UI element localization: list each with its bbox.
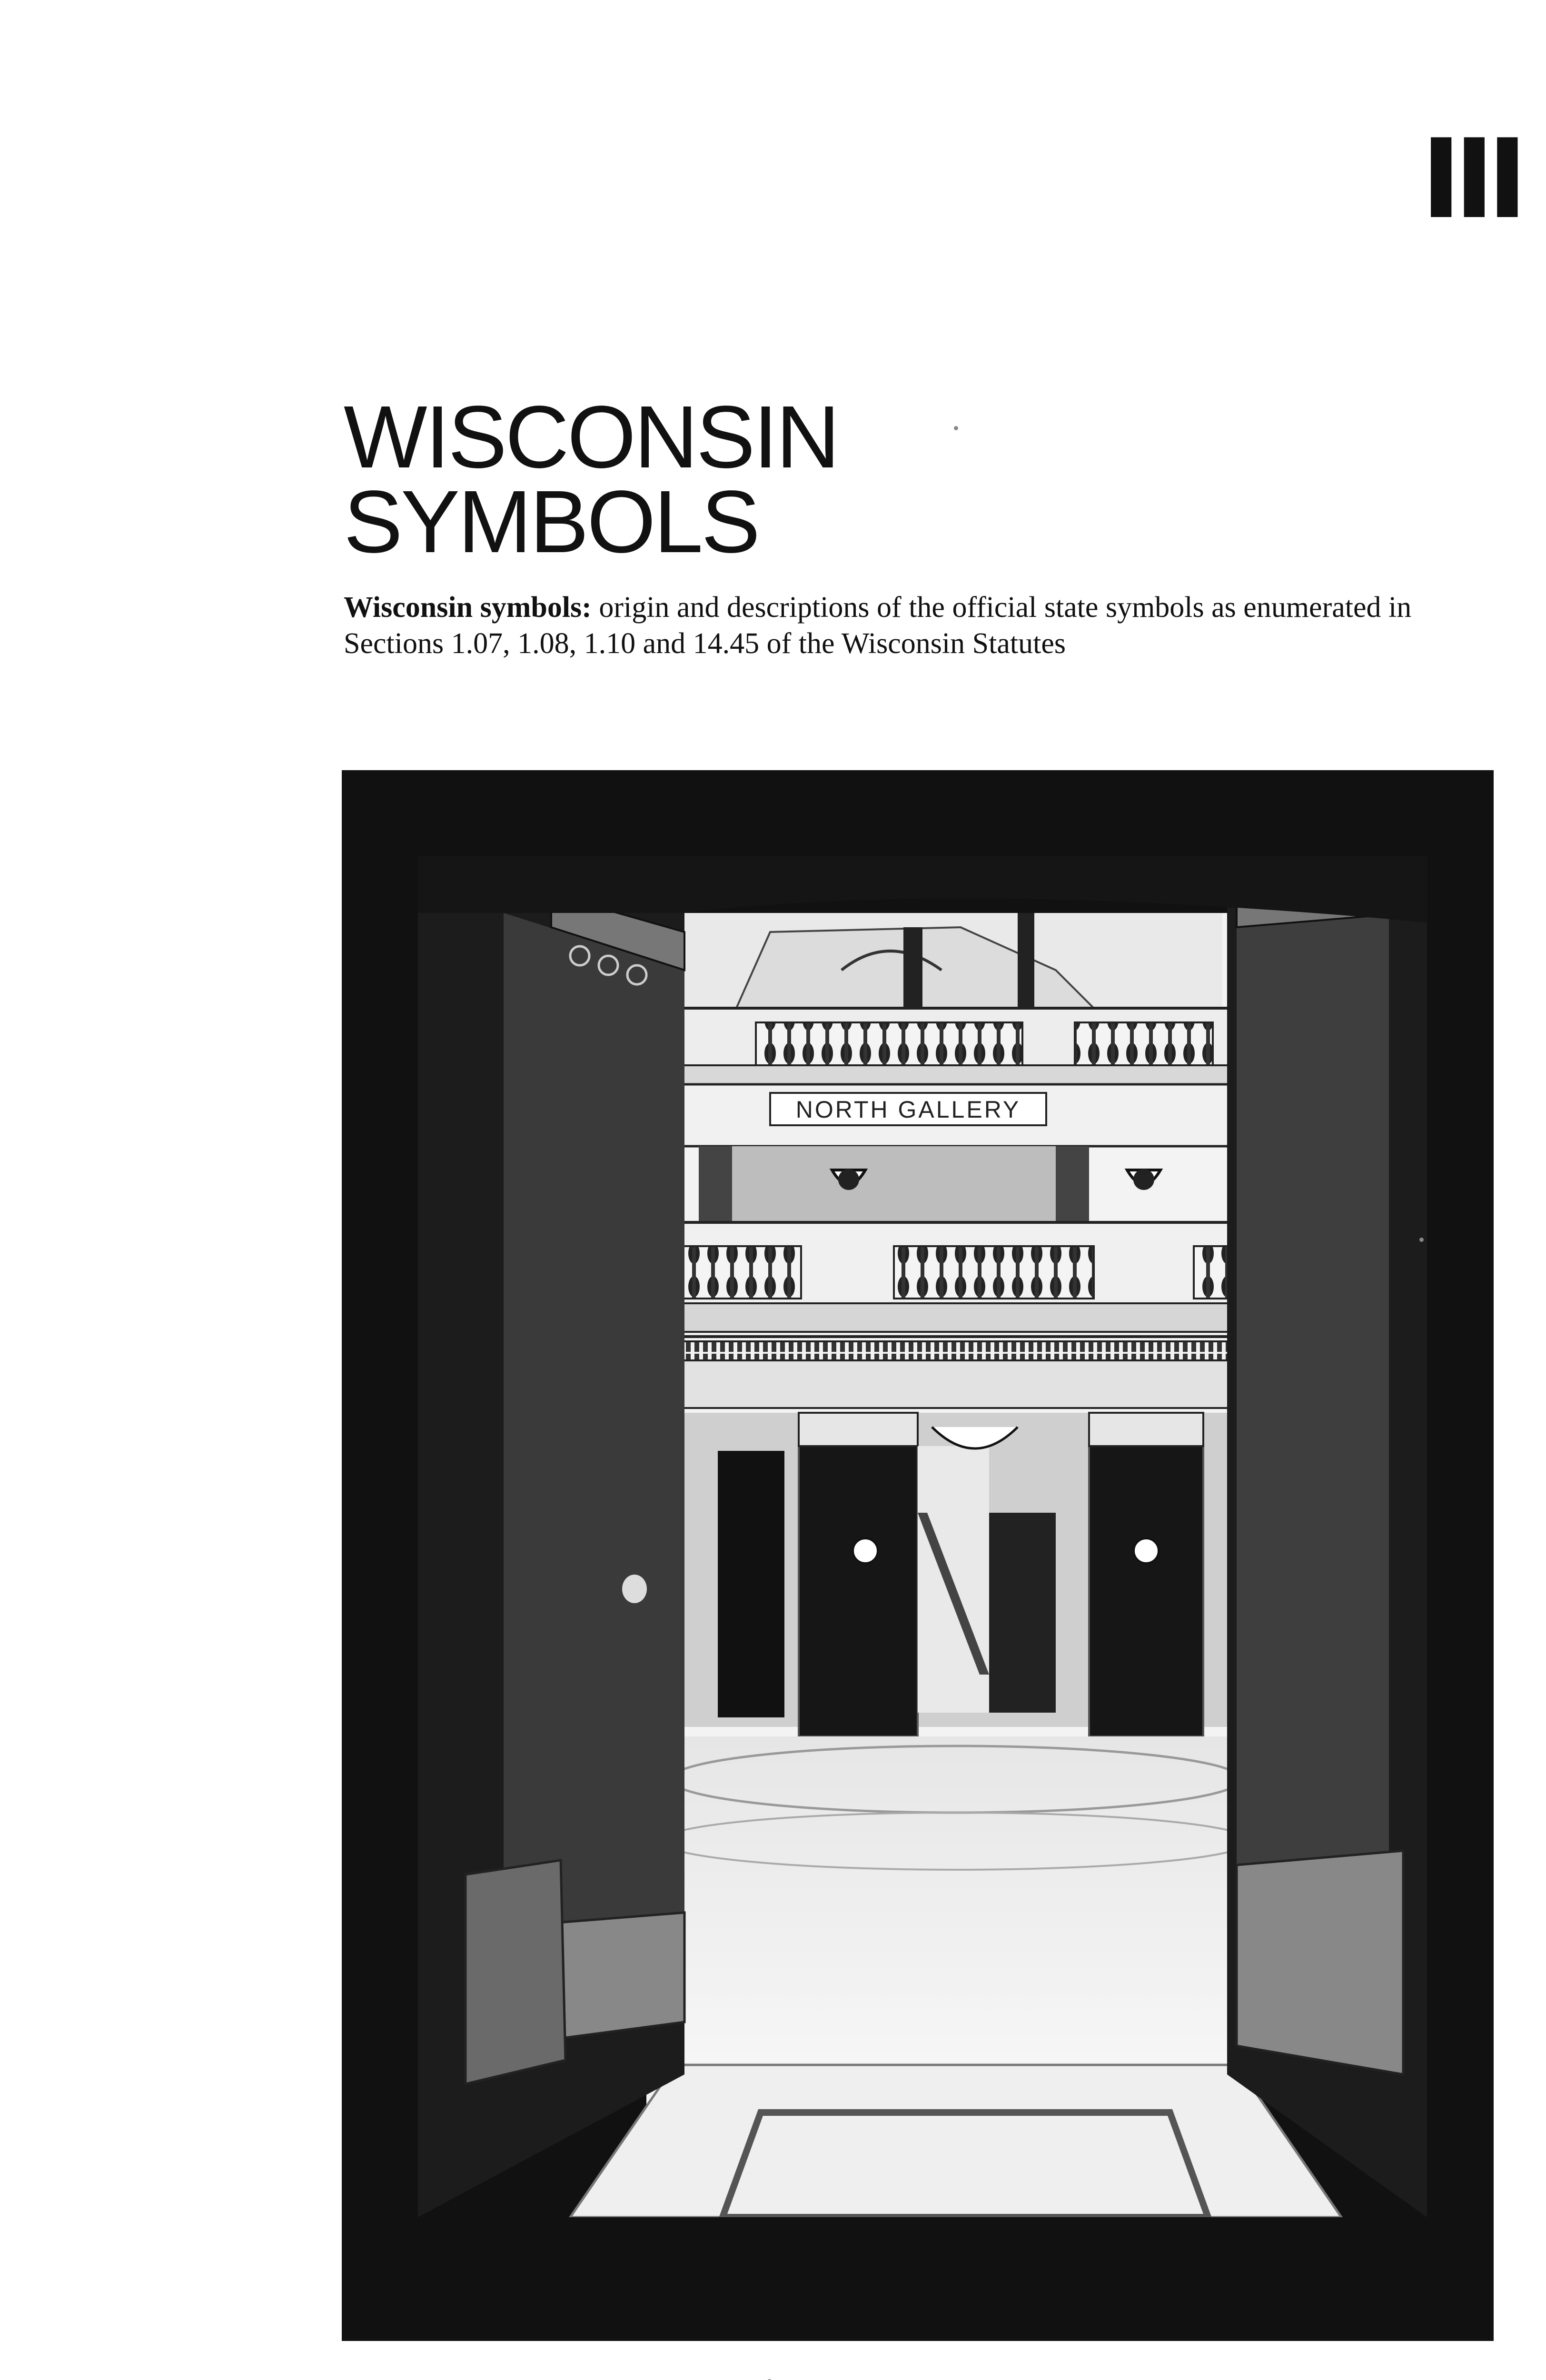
paper-speck [954,426,958,430]
rotunda-floor [675,1736,1237,2065]
page-subtitle [344,589,1467,662]
section-marker: III [1421,126,1520,233]
north-gallery-sign: NORTH GALLERY [795,1096,1021,1123]
paper-speck [1419,1238,1424,1242]
arcade [684,1413,1227,1736]
subtitle-lead: Wisconsin symbols: [344,591,592,624]
right-pillar [1227,856,1427,2217]
title-line-1: WISCONSIN [344,388,838,486]
left-pillar [418,856,684,2217]
dentil-frieze [675,1341,1237,1360]
title-line-2: SYMBOLS [344,473,759,571]
rotunda-drawing [342,770,1494,2341]
capitol-rotunda-illustration [342,770,1494,2341]
subtitle-body: origin and descriptions of the official state symbols as enumerated in Sections 1.07, 1.08, 1.10 and 14.45 of the Wisconsin Statutes [344,591,1412,660]
page-title [344,388,838,571]
